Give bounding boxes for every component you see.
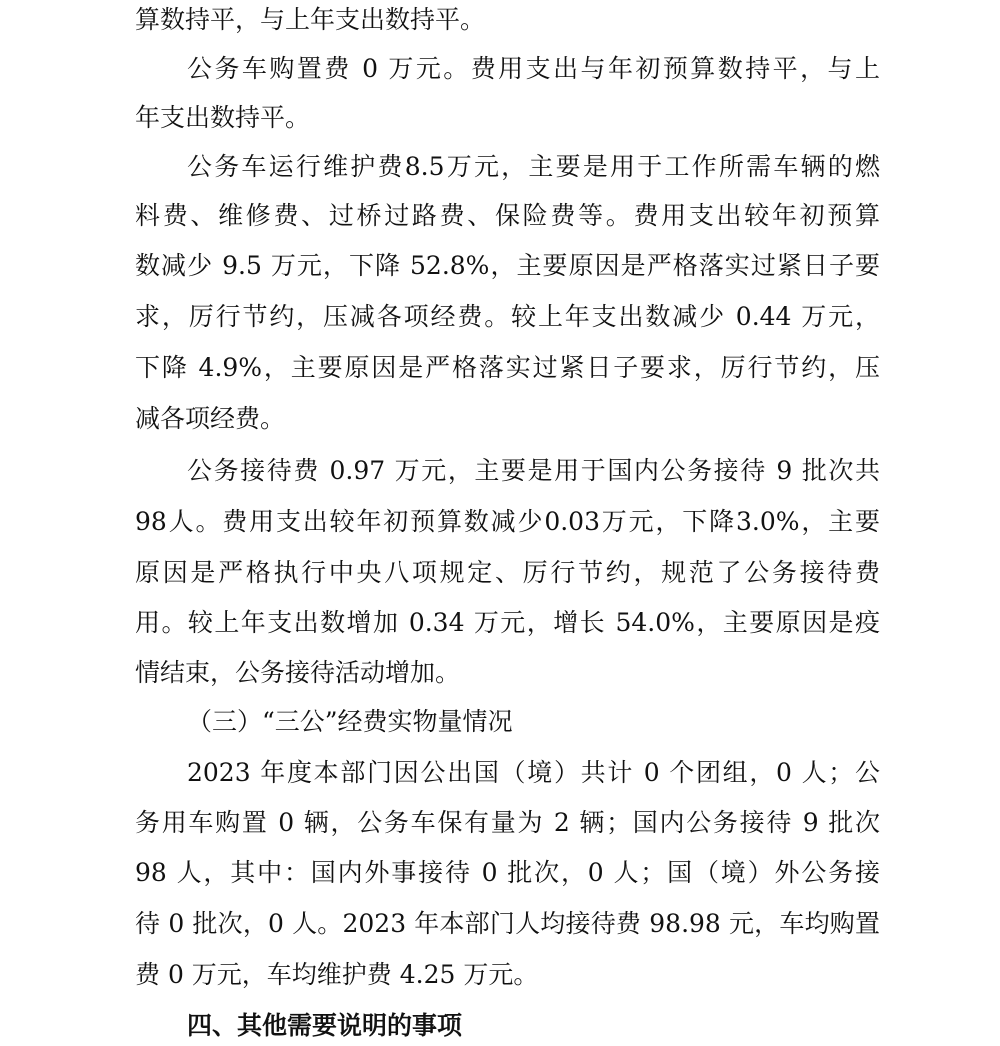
section-subheading: （三）“三公”经费实物量情况 [187, 707, 513, 736]
text-line: 减各项经费。 [135, 404, 286, 433]
text-line: 公务车运行维护费8.5万元，主要是用于工作所需车辆的燃 [187, 152, 880, 181]
text-line: 算数持平，与上年支出数持平。 [135, 5, 486, 34]
text-line: 98人。费用支出较年初预算数减少0.03万元，下降3.0%，主要 [135, 507, 880, 536]
text-line: 年支出数持平。 [135, 103, 311, 132]
text-line: 98 人，其中：国内外事接待 0 批次，0 人；国（境）外公务接 [135, 858, 880, 887]
text-line: 求，厉行节约，压减各项经费。较上年支出数减少 0.44 万元， [135, 302, 880, 331]
text-line: 原因是严格执行中央八项规定、厉行节约，规范了公务接待费 [135, 558, 880, 587]
text-line: 务用车购置 0 辆，公务车保有量为 2 辆；国内公务接待 9 批次 [135, 808, 880, 837]
text-line: 2023 年度本部门因公出国（境）共计 0 个团组，0 人；公 [187, 758, 880, 787]
text-line: 待 0 批次，0 人。2023 年本部门人均接待费 98.98 元，车均购置 [135, 909, 880, 938]
text-line: 数减少 9.5 万元，下降 52.8%，主要原因是严格落实过紧日子要 [135, 251, 880, 280]
text-line: 用。较上年支出数增加 0.34 万元，增长 54.0%，主要原因是疫 [135, 608, 880, 637]
text-line: 下降 4.9%，主要原因是严格落实过紧日子要求，厉行节约，压 [135, 353, 880, 382]
text-line: 料费、维修费、过桥过路费、保险费等。费用支出较年初预算 [135, 201, 880, 230]
text-line: 费 0 万元，车均维护费 4.25 万元。 [135, 960, 539, 989]
text-line: 公务车购置费 0 万元。费用支出与年初预算数持平，与上 [187, 54, 880, 83]
text-line: 情结束，公务接待活动增加。 [135, 658, 461, 687]
text-line: 公务接待费 0.97 万元，主要是用于国内公务接待 9 批次共 [187, 456, 880, 485]
section-heading: 四、其他需要说明的事项 [187, 1011, 463, 1040]
